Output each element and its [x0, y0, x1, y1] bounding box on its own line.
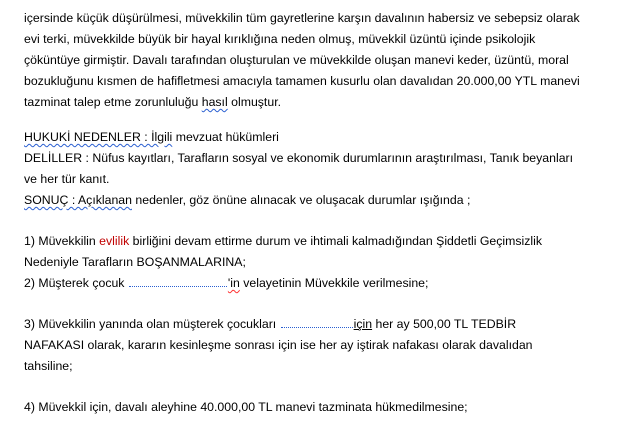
hukuki-nedenler-line: [24, 129, 279, 145]
list-item: 4) Müvekkil için, davalı aleyhine 40.000,00 TL manevi tazminata hükmedilmesine;: [24, 400, 468, 414]
section-heading-sonuc: SONUÇ : Açıklanan: [24, 193, 132, 207]
text-run: nedenler, göz önüne alınacak ve oluşacak durumlar ışığında ;: [131, 193, 471, 207]
text-run: tazminat talep etme zorunluluğu: [24, 95, 202, 109]
sonuc-line: [24, 192, 470, 208]
list-item: [24, 233, 542, 249]
section-heading-hukuki: HUKUKİ NEDENLER : İlgili: [24, 130, 173, 144]
blank-field: [129, 276, 227, 287]
paragraph-line: çöküntüye girmiştir. Davalı tarafından oluşturulan ve müvekkilde oluşan manevi keder, üzüntü, moral: [24, 53, 569, 67]
underlined-word: için: [353, 317, 373, 331]
text-run: 3) Müvekkilin yanında olan müşterek çocukları: [24, 317, 280, 331]
blank-field: [281, 317, 353, 328]
paragraph-line: bozukluğunu kısmen de hafifletmesi amacıyla tamamen kusurlu olan davalıdan 20.000,00 YTL manevi: [24, 74, 580, 88]
text-run: velayetinin Müvekkile verilmesine;: [239, 276, 429, 290]
list-item: Nedeniyle Tarafların BOŞANMALARINA;: [24, 255, 246, 269]
list-item: NAFAKASI olarak, kararın kesinleşme sonrası için ise her ay iştirak nafakası olarak davalıdan: [24, 338, 533, 352]
text-run: olmuştur.: [227, 95, 282, 109]
deliller-line: DELİLLER : Nüfus kayıtları, Tarafların sosyal ve ekonomik durumlarının araştırılması, Tanık beyanları: [24, 151, 574, 165]
text-run: 1) Müvekkilin: [24, 234, 100, 248]
list-item: tahsiline;: [24, 359, 73, 373]
text-run: her ay 500,00 TL TEDBİR: [372, 317, 517, 331]
list-item: [24, 275, 428, 291]
text-run: birliğini devam ettirme durum ve ihtimali kalmadığından Şiddetli Geçimsizlik: [129, 234, 543, 248]
text-run: mevzuat hükümleri: [172, 130, 279, 144]
paragraph-line: [24, 94, 281, 110]
spelling-flagged-word: 'in: [227, 276, 240, 290]
paragraph-line: içersinde küçük düşürülmesi, müvekkilin tüm gayretlerine karşın davalının habersiz ve sebepsiz olarak: [24, 11, 580, 25]
deliller-line: ve her tür kanıt.: [24, 172, 110, 186]
list-item: [24, 316, 516, 332]
grammar-flagged-word: hasıl: [201, 95, 228, 109]
highlighted-word: evlilik: [99, 234, 130, 248]
text-run: 2) Müşterek çocuk: [24, 276, 128, 290]
paragraph-line: evi terki, müvekkilde büyük bir hayal kırıklığına neden olmuş, müvekkil üzüntü içinde psikolojik: [24, 32, 536, 46]
